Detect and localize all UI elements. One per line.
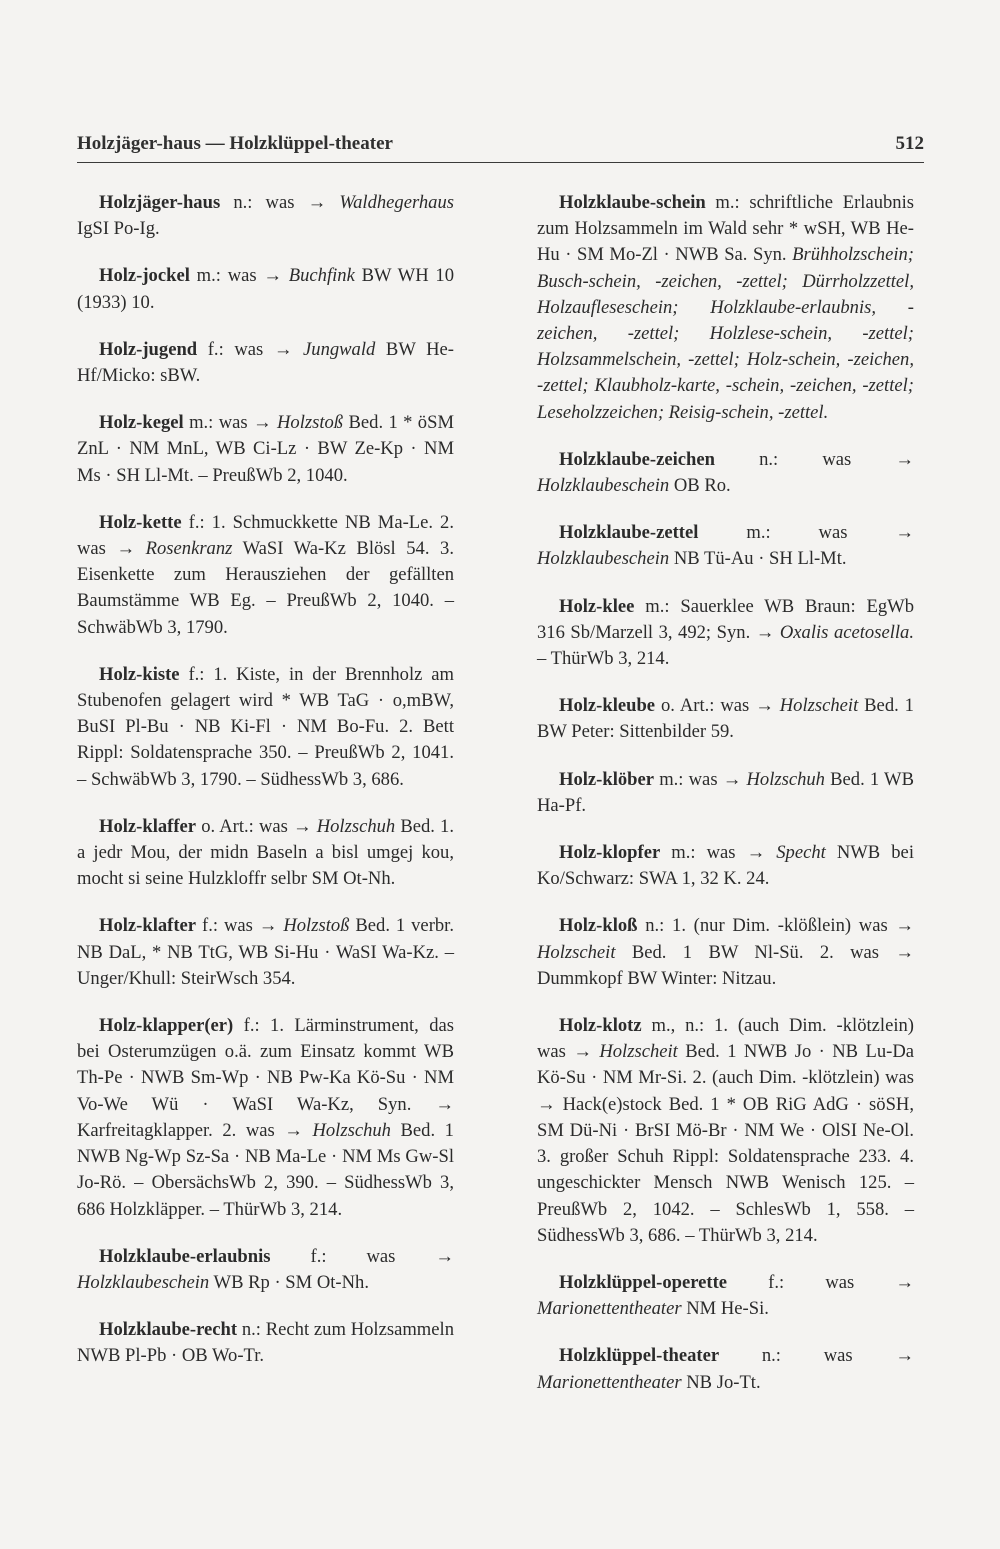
entry-text: m.: was → (189, 265, 289, 287)
entry-lemma: Holz-klopfer (559, 842, 661, 864)
entry-reference: Holzscheit (537, 941, 616, 963)
entry-reference: Rosenkranz (145, 538, 233, 560)
entry-text: NM He-Si. (681, 1298, 769, 1320)
entry-lemma: Holzklaube-schein (559, 192, 706, 213)
entry-text: m.: was → (698, 522, 914, 544)
entry-text: f.: was → (197, 338, 304, 360)
dictionary-entry (77, 410, 454, 489)
dictionary-entry (77, 337, 454, 389)
entry-text: BW WH 10 (1933) 10. (77, 265, 455, 313)
entry-reference: Jungwald (303, 338, 376, 360)
entry-text: IgSI Po-Ig. (77, 218, 160, 240)
entry-text: m.: was → (660, 842, 777, 864)
entry-text: Bed. 1 BW Nl-Sü. 2. was → Dummkopf BW Winter: Nitzau. (537, 941, 914, 989)
entry-lemma: Holz-jockel (99, 265, 190, 287)
dictionary-entry (77, 510, 454, 641)
entry-text: f.: 1. Lärminstrument, das bei Osterumzügen o.ä. zum Einsatz kommt WB Th-Pe · NWB Sm-Wp · NB Pw-Ka Kö-Su · NM Vo-We Wü · WaSI Wa-Kz, Syn. → Karfreitagklapper. 2. was → (77, 1015, 454, 1141)
entry-reference: Specht (776, 842, 826, 864)
entry-lemma: Holzklaube-erlaubnis (99, 1245, 271, 1267)
page-title: Holzjäger-haus — Holzklüppel-theater (77, 133, 393, 154)
dictionary-entry (537, 1013, 914, 1249)
entry-lemma: Holzklaube-recht (99, 1319, 238, 1341)
entry-text: m.: was → (654, 768, 747, 790)
entry-lemma: Holz-kleube (559, 695, 656, 717)
entry-text: o. Art.: was → (196, 815, 317, 837)
dictionary-entry (537, 1270, 914, 1322)
dictionary-entry (537, 190, 914, 426)
entry-text: m.: Sauerklee WB Braun: EgWb 316 Sb/Marzell 3, 492; Syn. → (537, 595, 914, 643)
entry-lemma: Holzklüppel-operette (559, 1271, 728, 1293)
dictionary-entry (77, 662, 454, 793)
entry-text: n.: 1. (nur Dim. -klößlein) was → (637, 915, 914, 937)
entry-reference: Holzklaubeschein (537, 548, 670, 570)
entry-reference: Holzstoß (283, 915, 350, 937)
entry-reference: Holzschuh (746, 768, 825, 790)
entry-reference: Holzschuh (312, 1119, 391, 1141)
entry-lemma: Holzjäger-haus (99, 192, 221, 213)
entry-lemma: Holz-kette (99, 511, 182, 533)
dictionary-entry (77, 814, 454, 893)
entry-text: m., n.: 1. (auch Dim. -klötzlein) was → (537, 1015, 914, 1063)
entry-text: Bed. 1 NWB Jo · NB Lu-Da Kö-Su · NM Mr-Si. 2. (auch Dim. -klötzlein) was → Hack(e)stock Bed. 1 * OB RiG AdG · söSH, SM Dü-Ni · BrSI Mö-Br · NM We · OlSI Ne-Ol. 3. großer Schuh Rippl: Soldatensprache 233. 4. ungeschickter Mensch NWB Wenisch 125. – PreußWb 2, 1042. – SchlesWb 1, 558. – SüdhessWb 3, 686. – ThürWb 3, 214. (537, 1041, 914, 1246)
entry-lemma: Holz-klöber (559, 768, 655, 790)
entry-reference: Holzscheit (599, 1041, 678, 1063)
entry-text: Bed. 1 WB Ha-Pf. (537, 768, 914, 816)
dictionary-entry (537, 1343, 914, 1395)
entry-lemma: Holz-klaffer (99, 815, 197, 837)
page-number: 512 (895, 133, 924, 154)
entry-text: n.: was → (220, 192, 340, 213)
right-column (537, 190, 914, 1417)
entry-text: n.: Recht zum Holzsammeln NWB Pl-Pb · OB Wo-Tr. (77, 1319, 454, 1367)
entry-reference: Marionettentheater (537, 1298, 682, 1320)
entry-lemma: Holz-jugend (99, 338, 198, 360)
entry-lemma: Holz-klapper(er) (99, 1015, 234, 1037)
entry-text: NB Jo-Tt. (681, 1371, 761, 1393)
running-head (77, 133, 924, 155)
entry-text: NWB bei Ko/Schwarz: SWA 1, 32 K. 24. (537, 842, 914, 890)
entry-text: Bed. 1. a jedr Mou, der midn Baseln a bisl umgej kou, mocht si seine Hulzkloffr selbr SM Ot-Nh. (77, 815, 454, 890)
entry-text: f.: 1. Schmuckkette NB Ma-Le. 2. was → (77, 511, 454, 560)
entry-text: NB Tü-Au · SH Ll-Mt. (669, 548, 847, 570)
entry-lemma: Holz-kiste (99, 663, 180, 685)
dictionary-entry (537, 840, 914, 892)
entry-text: f.: 1. Kiste, in der Brennholz am Stubenofen gelagert wird * WB TaG · o,mBW, BuSI Pl-Bu · NB Ki-Fl · NM Bo-Fu. 2. Bett Rippl: Soldatensprache 350. – PreußWb 2, 1041. – SchwäbWb 3, 1790. – SüdhessWb 3, 686. (77, 663, 454, 790)
entry-reference: Buchfink (288, 265, 355, 287)
dictionary-entry (77, 1013, 454, 1223)
entry-text: n.: was → (714, 448, 914, 470)
entry-text: Bed. 1 verbr. NB DaL, * NB TtG, WB Si-Hu · WaSI Wa-Kz. – Unger/Khull: SteirWsch 354. (77, 915, 454, 989)
entry-reference: Waldhegerhaus (339, 192, 454, 213)
entry-text: OB Ro. (669, 475, 731, 497)
dictionary-entry (537, 520, 914, 572)
dictionary-entry (77, 190, 454, 242)
entry-text: m.: schriftliche Erlaubnis zum Holzsammeln im Wald sehr * wSH, WB He-Hu · SM Mo-Zl · NWB Sa. Syn. (537, 192, 914, 266)
entry-lemma: Holz-kegel (99, 412, 184, 434)
entry-lemma: Holz-klee (559, 595, 635, 617)
entry-reference: Holzstoß (276, 412, 344, 434)
entry-reference: Marionettentheater (537, 1371, 682, 1393)
entry-reference: Holzschuh (316, 815, 396, 837)
entry-lemma: Holz-klafter (99, 915, 197, 937)
dictionary-entry (537, 913, 914, 992)
entry-text: Bed. 1 NWB Ng-Wp Sz-Sa · NB Ma-Le · NM Ms Gw-Sl Jo-Rö. – ObersächsWb 2, 390. – SüdhessWb 3, 686 Holzkläpper. – ThürWb 3, 214. (77, 1119, 454, 1220)
dictionary-entry (77, 913, 454, 992)
left-column (77, 190, 454, 1391)
entry-lemma: Holzklüppel-theater (559, 1345, 720, 1367)
entry-text: WaSI Wa-Kz Blösl 54. 3. Eisenkette zum Herausziehen der gefällten Baumstämme WB Eg. – PreußWb 2, 1040. – SchwäbWb 3, 1790. (77, 538, 454, 638)
entry-text: f.: was → (196, 915, 284, 937)
entry-text: f.: was → (270, 1245, 454, 1267)
entry-text: f.: was → (727, 1271, 914, 1293)
entry-lemma: Holz-klotz (559, 1015, 642, 1037)
entry-reference: Holzklaubeschein (537, 475, 670, 497)
dictionary-entry (77, 1317, 454, 1369)
entry-reference: Holzscheit (779, 695, 859, 717)
dictionary-entry (537, 693, 914, 745)
entry-lemma: Holzklaube-zeichen (559, 448, 715, 470)
entry-reference: Brühholzschein; Busch-schein, -zeichen, -zettel; Dürrholzzettel, Holzaufleseschein; Holzklaube-erlaubnis, -zeichen, -zettel; Holzlese-schein, -zettel; Holzsammelschein, -zettel; Holz-schein, -zeichen, -zettel; Klaubholz-karte, -schein, -zeichen, -zettel; Leseholzzeichen; Reisig-schein, -zettel. (537, 244, 914, 423)
entry-text: BW He-Hf/Micko: sBW. (77, 338, 454, 387)
entry-text: o. Art.: was → (655, 695, 780, 717)
entry-reference: Oxalis acetosella. (779, 621, 914, 643)
entry-lemma: Holzklaube-zettel (559, 522, 699, 544)
entry-text: n.: was → (719, 1345, 914, 1367)
entry-text: Bed. 1 BW Peter: Sittenbilder 59. (537, 695, 914, 743)
entry-text: Bed. 1 * öSM ZnL · NM MnL, WB Ci-Lz · BW Ze-Kp · NM Ms · SH Ll-Mt. – PreußWb 2, 1040. (77, 412, 454, 486)
entry-reference: Holzklaubeschein (77, 1271, 210, 1293)
dictionary-entry (537, 594, 914, 673)
dictionary-entry (77, 1244, 454, 1296)
dictionary-entry (537, 447, 914, 499)
dictionary-entry (77, 263, 454, 315)
dictionary-entry (537, 767, 914, 819)
entry-text: – ThürWb 3, 214. (537, 648, 670, 670)
header-rule (77, 162, 924, 163)
entry-text: m.: was → (183, 412, 277, 434)
entry-text: WB Rp · SM Ot-Nh. (209, 1271, 369, 1293)
entry-lemma: Holz-kloß (559, 915, 638, 937)
